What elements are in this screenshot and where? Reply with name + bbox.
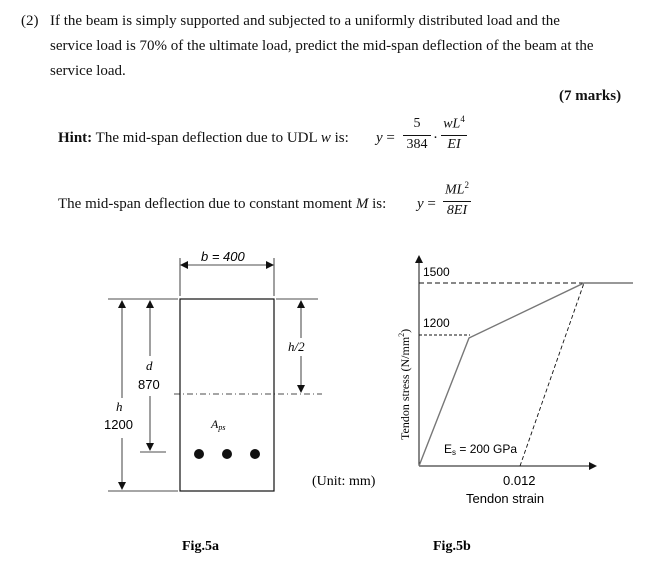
- fraction-5-over-384-den: 384: [406, 137, 428, 152]
- fig5b-caption: Fig.5b: [433, 539, 471, 554]
- d-label: d: [146, 358, 153, 373]
- b-label: b = 400: [201, 249, 245, 264]
- tendon-dot: [222, 449, 232, 459]
- question-line-1: If the beam is simply supported and subjected to a uniformly distributed load and the: [50, 13, 560, 29]
- question-number: (2): [21, 13, 39, 29]
- y-axis-label: Tendon stress $(N/mm^2)$: [397, 328, 412, 440]
- fraction-wl4-num: $wL^4$: [443, 114, 465, 132]
- tendon-dot: [194, 449, 204, 459]
- tendon-dot: [250, 449, 260, 459]
- fraction-ml2-num: $ML^2$: [445, 180, 469, 198]
- x-axis-label: Tendon strain: [466, 491, 545, 506]
- unit-label: (Unit: mm): [312, 474, 376, 489]
- tick-1500: 1500: [423, 265, 450, 279]
- beam-section: [180, 299, 274, 491]
- question-line-2: service load is 70% of the ultimate load, predict the mid-span deflection of the beam at the: [50, 38, 594, 54]
- hint-y-eq-1: y =: [376, 130, 395, 146]
- offset-line: [520, 283, 584, 466]
- fraction-ml2-den: 8EI: [446, 203, 468, 218]
- h-label: h: [116, 399, 123, 414]
- hint-udl-text: Hint: The mid-span deflection due to UDL w is:: [58, 130, 349, 146]
- multiply-dot: ·: [433, 130, 438, 146]
- fraction-wl4-den: EI: [447, 137, 461, 152]
- stress-strain-curve: [419, 283, 633, 466]
- fraction-5-over-384-num: 5: [413, 116, 421, 131]
- marks: (7 marks): [559, 88, 622, 104]
- aps-label: Aps: [211, 417, 226, 432]
- var-M: M: [355, 196, 369, 212]
- h-value: 1200: [104, 417, 133, 432]
- question-line-3: service load.: [50, 63, 126, 79]
- h2-label: h/2: [288, 339, 305, 354]
- hint-moment-text: The mid-span deflection due to constant moment M is:: [58, 196, 387, 212]
- modulus-label: Es = 200 GPa: [444, 442, 518, 457]
- hint-y-eq-2: y =: [417, 196, 436, 212]
- var-w: w: [320, 130, 331, 146]
- fig5a-caption: Fig.5a: [182, 539, 219, 554]
- tick-1200: 1200: [423, 316, 450, 330]
- d-value: 870: [138, 377, 160, 392]
- hint-label: Hint:: [58, 130, 93, 146]
- x-tick-0012: 0.012: [503, 473, 536, 488]
